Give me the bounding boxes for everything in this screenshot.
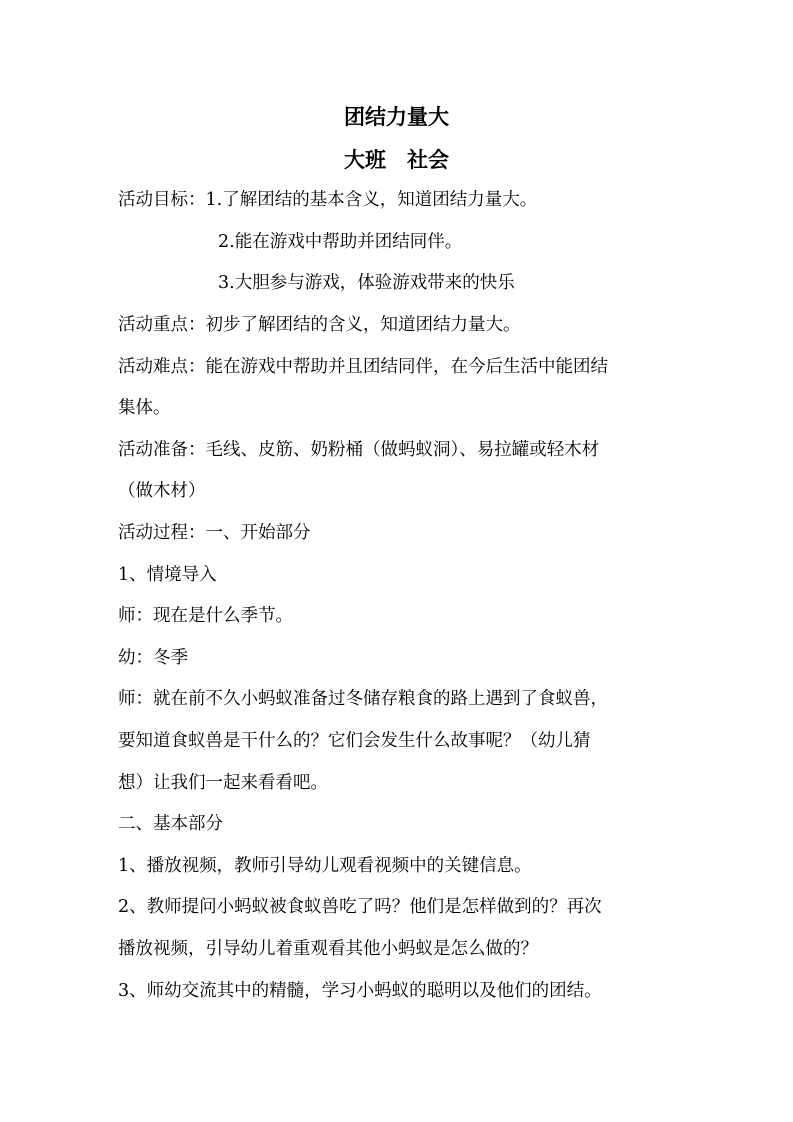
- process-step-1: 1、情境导入: [118, 565, 217, 585]
- goal-line-3: 3.大胆参与游戏，体验游戏带来的快乐: [218, 273, 515, 293]
- difficulty-line-1: 活动难点：能在游戏中帮助并且团结同伴，在今后生活中能团结: [118, 357, 608, 377]
- dialogue-teacher-2-line-2: 要知道食蚁兽是干什么的？它们会发生什么故事呢？（幼儿猜: [118, 731, 591, 751]
- process-heading: 活动过程：一、开始部分: [118, 523, 311, 543]
- document-subtitle: 大班 社会: [344, 148, 449, 172]
- preparation-line-2: （做木材）: [118, 481, 206, 501]
- dialogue-teacher-2-line-1: 师：就在前不久小蚂蚁准备过冬储存粮食的路上遇到了食蚁兽，: [118, 689, 608, 709]
- document-title: 团结力量大: [344, 105, 449, 129]
- basic-part-heading: 二、基本部分: [118, 814, 223, 834]
- dialogue-teacher-2-line-3: 想）让我们一起来看看吧。: [118, 773, 328, 793]
- goal-line-2: 2.能在游戏中帮助并团结同伴。: [218, 232, 463, 252]
- basic-step-2-line-2: 播放视频，引导幼儿着重观看其他小蚂蚁是怎么做的？: [118, 939, 538, 959]
- basic-step-2-line-1: 2、教师提问小蚂蚁被食蚁兽吃了吗？他们是怎样做到的？再次: [118, 897, 602, 917]
- dialogue-teacher-1: 师：现在是什么季节。: [118, 606, 293, 626]
- dialogue-child-1: 幼：冬季: [118, 648, 188, 668]
- difficulty-line-2: 集体。: [118, 398, 171, 418]
- basic-step-1: 1、播放视频，教师引导幼儿观看视频中的关键信息。: [118, 856, 532, 876]
- preparation-line-1: 活动准备：毛线、皮筋、奶粉桶（做蚂蚁洞）、易拉罐或轻木材: [118, 440, 600, 460]
- goal-line-1: 活动目标：1.了解团结的基本含义，知道团结力量大。: [118, 190, 538, 210]
- key-point-line: 活动重点：初步了解团结的含义，知道团结力量大。: [118, 315, 521, 335]
- basic-step-3: 3、师幼交流其中的精髓，学习小蚂蚁的聪明以及他们的团结。: [118, 981, 602, 1001]
